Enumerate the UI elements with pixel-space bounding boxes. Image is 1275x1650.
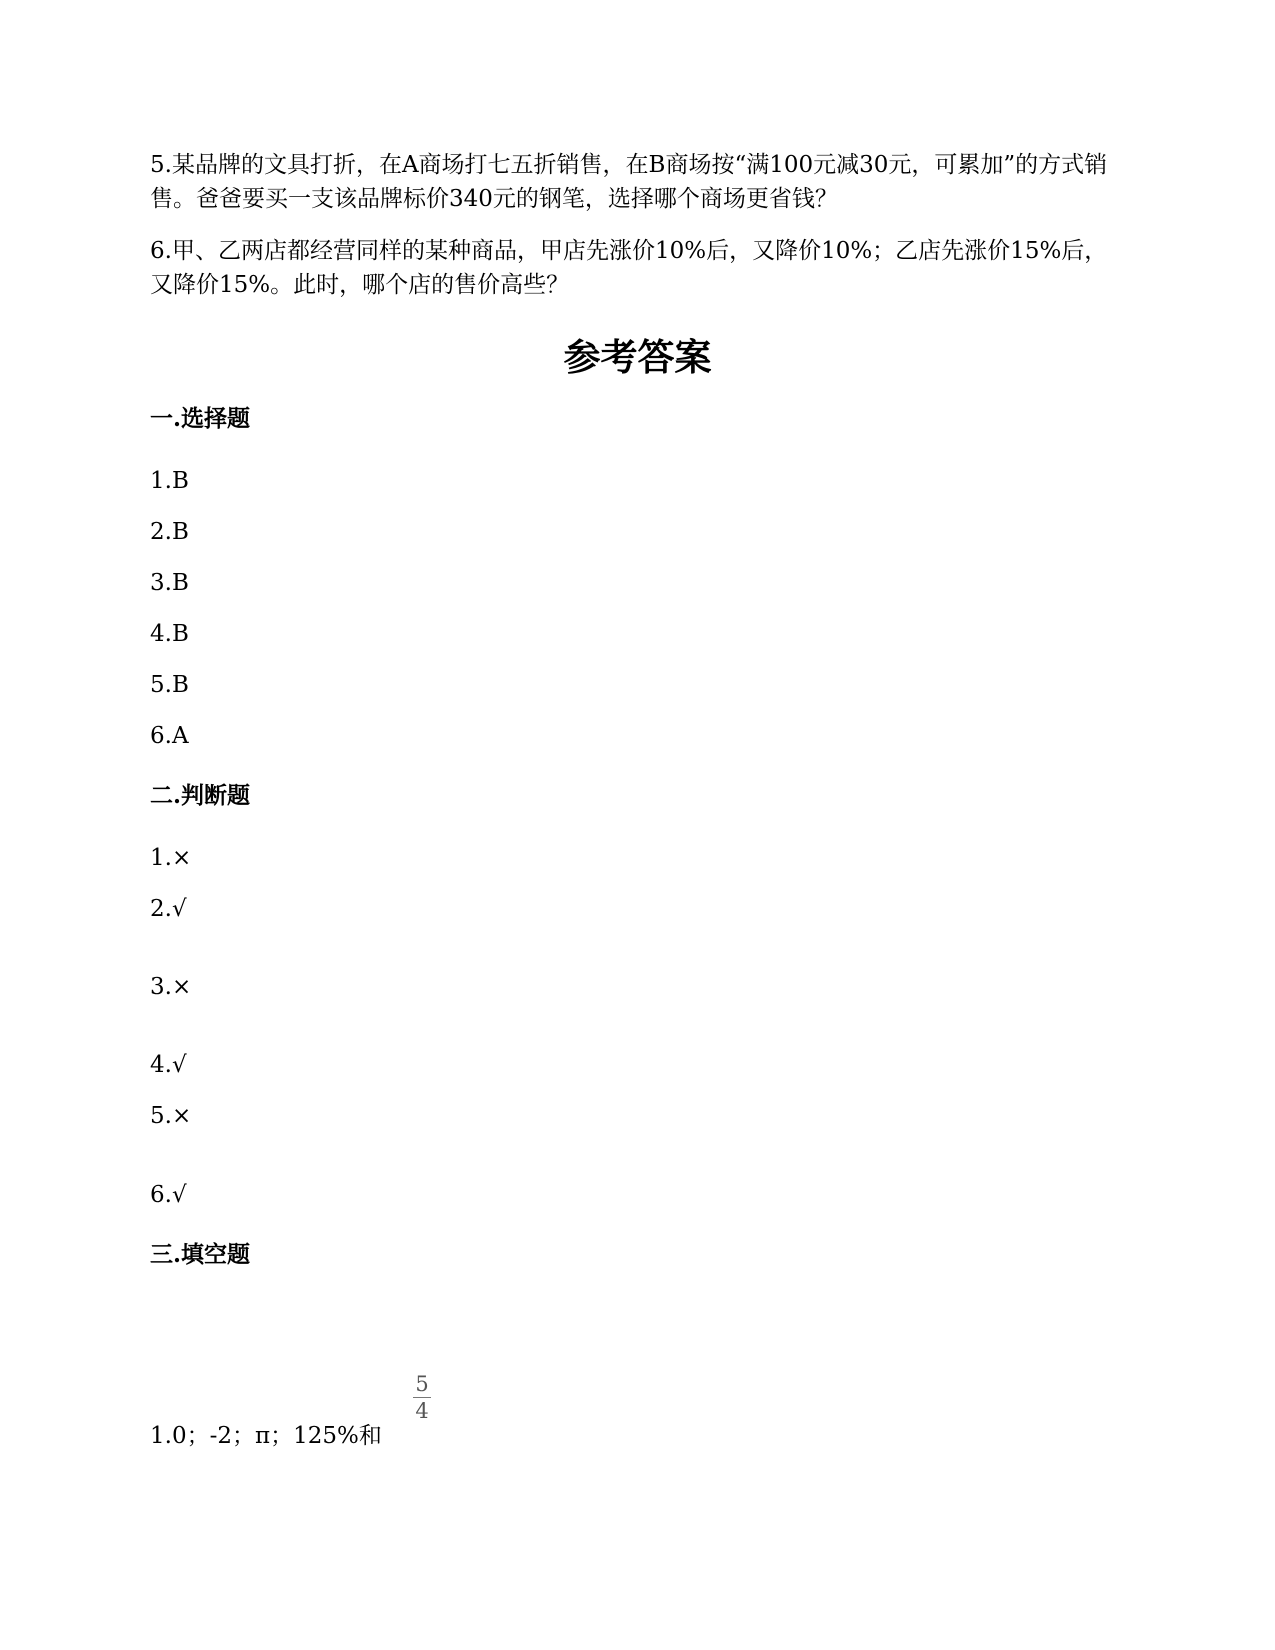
choice-answer-6: 6.A bbox=[150, 723, 189, 749]
question-5: 5.某品牌的文具打折，在A商场打七五折销售，在B商场按“满100元减30元，可累加”的方式销售。爸爸要买一支该品牌标价340元的钢笔，选择哪个商场更省钱？ bbox=[150, 152, 1108, 212]
fraction-numerator: 5 bbox=[415, 1372, 429, 1396]
choice-answer-2: 2.B bbox=[150, 519, 189, 545]
judgment-answer-1: 1.× bbox=[150, 845, 192, 871]
judgment-answer-3: 3.× bbox=[150, 974, 192, 1000]
choice-answer-5: 5.B bbox=[150, 672, 189, 698]
fraction-five-fourths bbox=[410, 1372, 434, 1423]
choice-answer-1: 1.B bbox=[150, 468, 189, 494]
fill-blank-answer-1: 1.0；-2；π；125%和 bbox=[150, 1423, 382, 1449]
judgment-answer-5: 5.× bbox=[150, 1103, 192, 1129]
judgment-answer-6: 6.√ bbox=[150, 1182, 187, 1208]
judgment-answer-4: 4.√ bbox=[150, 1052, 187, 1078]
section-heading-fill-blank: 三.填空题 bbox=[150, 1241, 251, 1268]
judgment-answer-2: 2.√ bbox=[150, 896, 187, 922]
choice-answer-3: 3.B bbox=[150, 570, 189, 596]
answer-title: 参考答案 bbox=[563, 335, 712, 379]
section-heading-judgment: 二.判断题 bbox=[150, 782, 251, 809]
section-heading-choice: 一.选择题 bbox=[150, 405, 251, 432]
question-6: 6.甲、乙两店都经营同样的某种商品，甲店先涨价10%后，又降价10%；乙店先涨价15%后，又降价15%。此时，哪个店的售价高些？ bbox=[150, 238, 1108, 298]
choice-answer-4: 4.B bbox=[150, 621, 189, 647]
fraction-bar bbox=[413, 1397, 431, 1398]
fraction-denominator: 4 bbox=[415, 1399, 429, 1423]
